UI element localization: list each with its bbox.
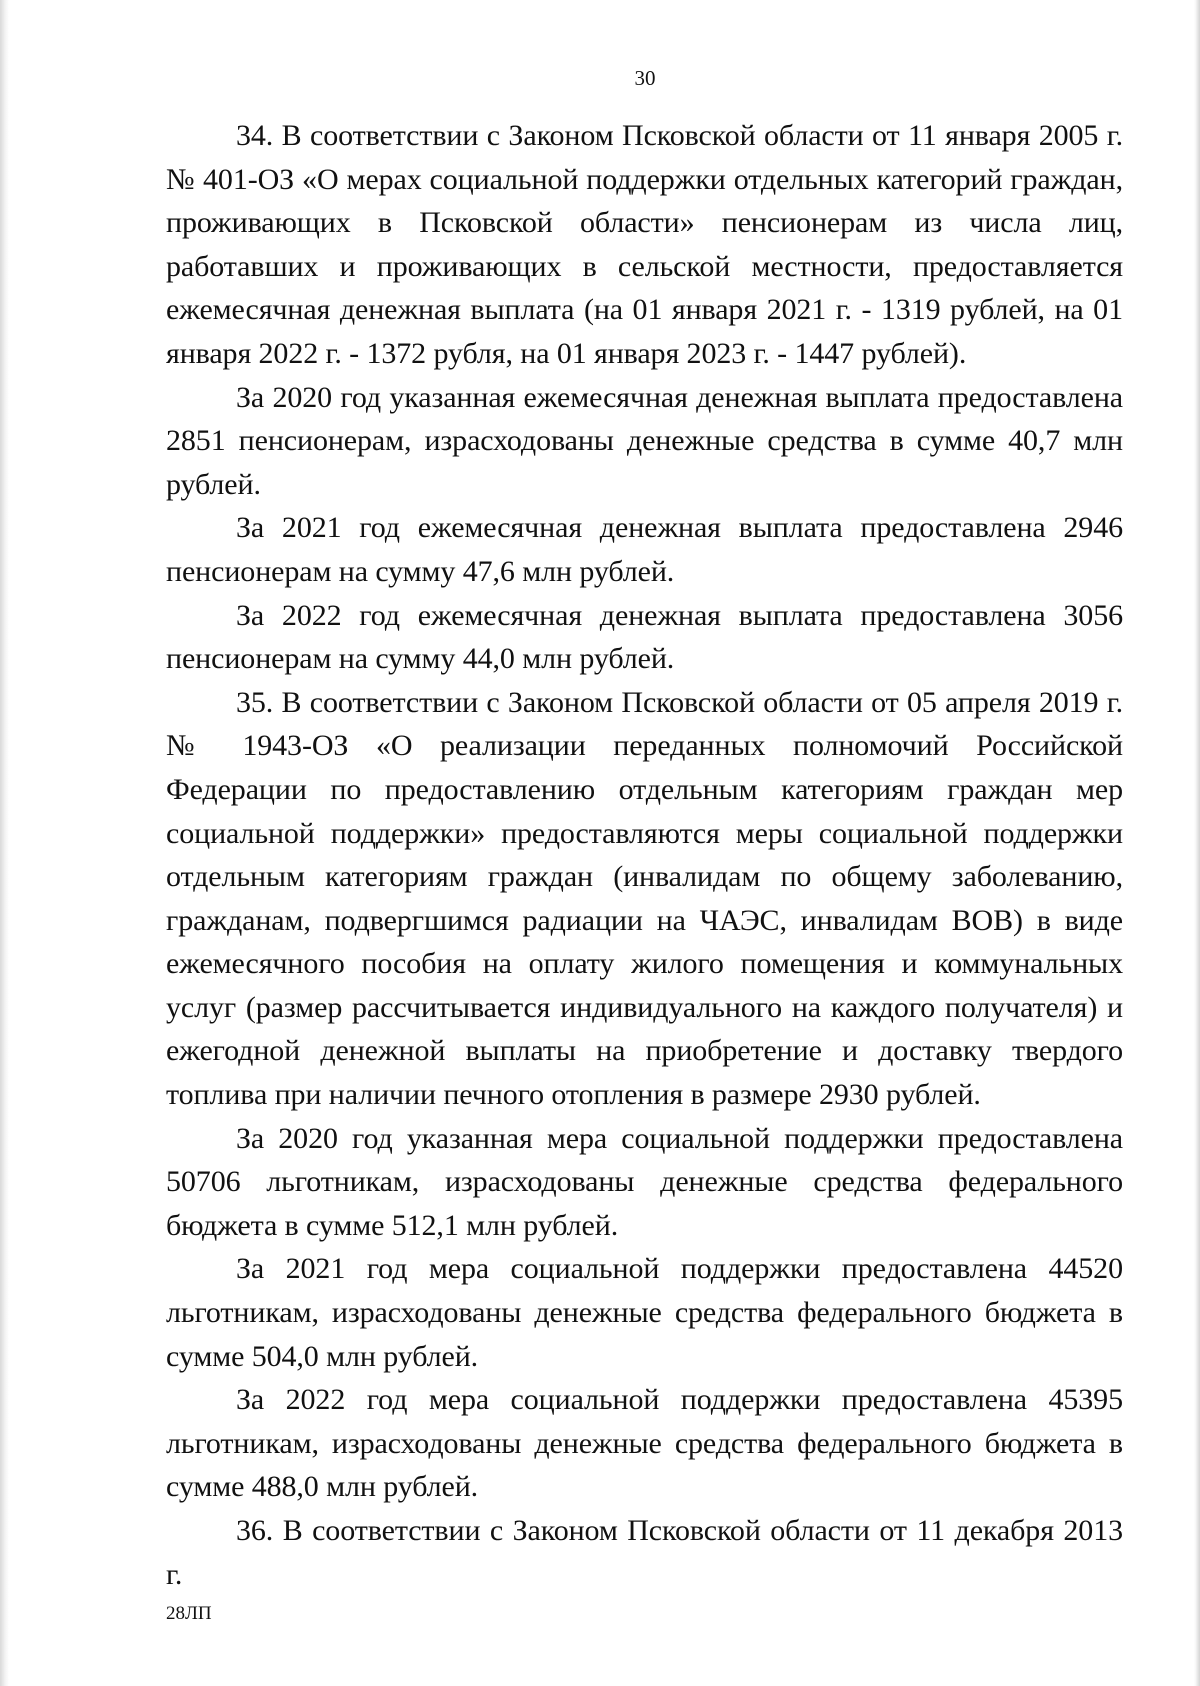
paragraph-34-2020: За 2020 год указанная ежемесячная денежная выплата предоставлена 2851 пенсионерам, израсходованы денежные средства в сумме 40,7 млн рублей. — [166, 380, 1123, 501]
paragraph-35-2020: За 2020 год указанная мера социальной поддержки предоставлена 50706 льготникам, израсходованы денежные средства федерального бюджета в сумме 512,1 млн рублей. — [166, 1121, 1123, 1242]
paragraph-36: 36. В соответствии с Законом Псковской области от 11 декабря 2013 г. — [166, 1514, 1123, 1591]
paragraph-35-2021: За 2021 год мера социальной поддержки предоставлена 44520 льготникам, израсходованы денежные средства федерального бюджета в сумме 504,0 млн рублей. — [166, 1252, 1123, 1373]
page-number: 30 — [634, 66, 656, 90]
scan-edge-left — [0, 0, 9, 1686]
paragraph-34: 34. В соответствии с Законом Псковской области от 11 января 2005 г. № 401-ОЗ «О мерах социальной поддержки отдельных категорий граждан, проживающих в Псковской области» пенсионерам из числа лиц, работавших и проживающих в сельской местности, предоставляется ежемесячная денежная выплата (на 01 января 2021 г. - 1319 рублей, на 01 января 2022 г. - 1372 рубля, на 01 января 2023 г. - 1447 рублей). — [166, 119, 1123, 370]
paragraph-35: 35. В соответствии с Законом Псковской области от 05 апреля 2019 г. № 1943-ОЗ «О реализации переданных полномочий Российской Федерации по предоставлению отдельным категориям граждан мер социальной поддержки» предоставляются меры социальной поддержки отдельным категориям граждан (инвалидам по общему заболеванию, гражданам, подвергшимся радиации на ЧАЭС, инвалидам ВОВ) в виде ежемесячного пособия на оплату жилого помещения и коммунальных услуг (размер рассчитывается индивидуального на каждого получателя) и ежегодной денежной выплаты на приобретение и доставку твердого топлива при наличии печного отопления в размере 2930 рублей. — [166, 685, 1123, 1112]
paragraph-34-2022: За 2022 год ежемесячная денежная выплата предоставлена 3056 пенсионерам на сумму 44,0 млн рублей. — [166, 598, 1123, 676]
scan-edge-right — [1194, 0, 1200, 1686]
paragraph-34-2021: За 2021 год ежемесячная денежная выплата предоставлена 2946 пенсионерам на сумму 47,6 млн рублей. — [166, 511, 1123, 588]
paragraph-35-2022: За 2022 год мера социальной поддержки предоставлена 45395 льготникам, израсходованы денежные средства федерального бюджета в сумме 488,0 млн рублей. — [166, 1383, 1123, 1504]
document-body — [166, 114, 1123, 1596]
footer-code: 28ЛП — [166, 1603, 212, 1624]
